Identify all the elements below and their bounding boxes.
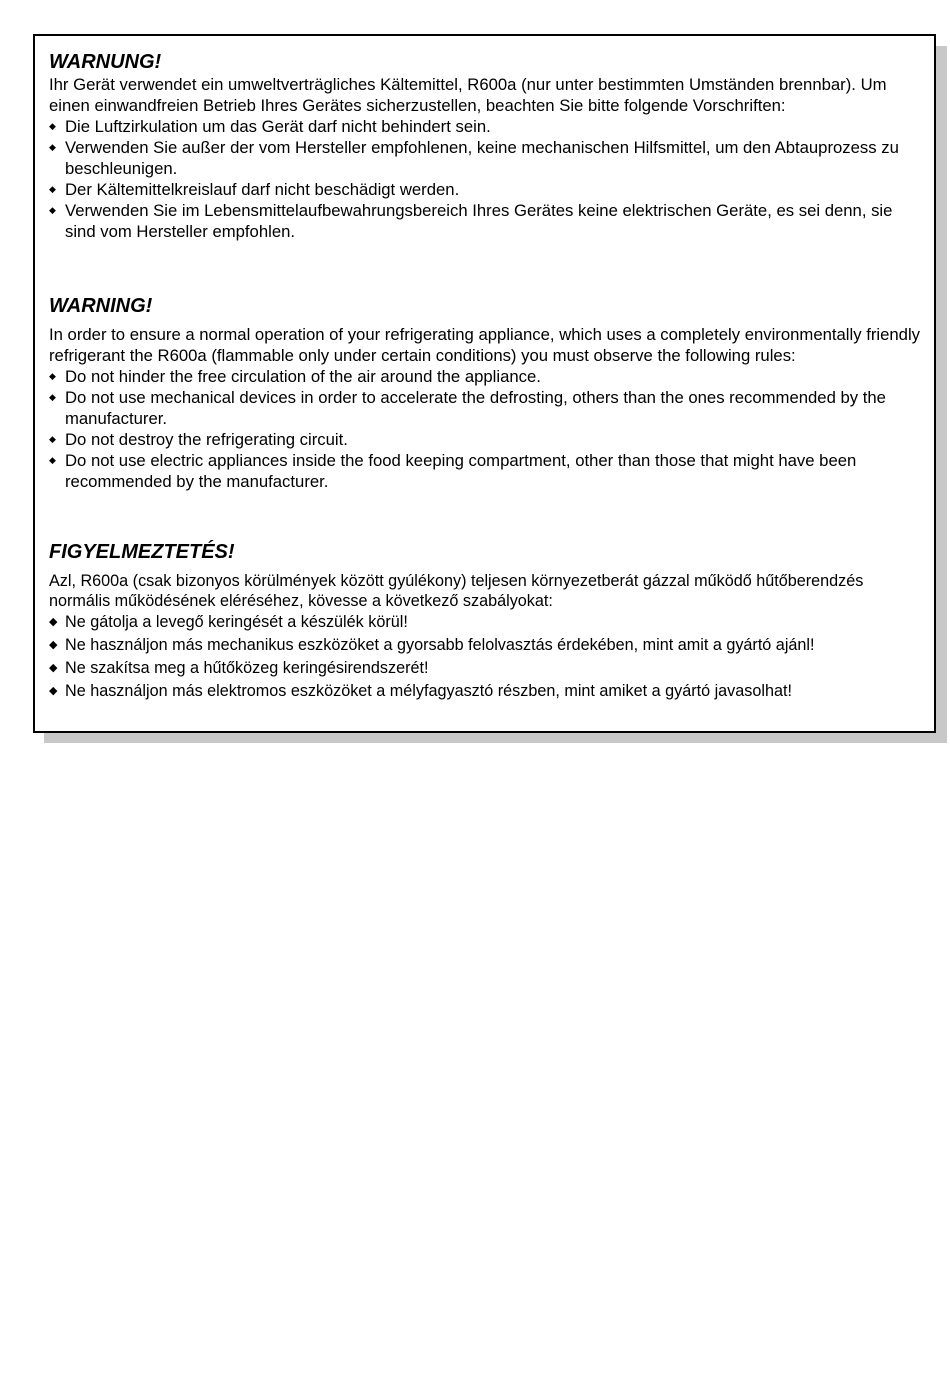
list-item	[49, 450, 927, 492]
bullet-icon: ◆	[49, 639, 58, 651]
bullet-icon: ◆	[49, 371, 56, 381]
bullet-icon: ◆	[49, 685, 58, 697]
list-item-text: Do not destroy the refrigerating circuit.	[65, 430, 348, 449]
rule-list	[49, 116, 927, 242]
section-german	[49, 50, 927, 242]
bullet-icon: ◆	[49, 662, 58, 674]
bullet-icon: ◆	[49, 434, 56, 444]
list-item-text: Ne használjon más mechanikus eszközöket a gyorsabb felolvasztás érdekében, mint amit a gyártó ajánl!	[65, 636, 815, 654]
list-item	[49, 657, 927, 680]
list-item-text: Do not use mechanical devices in order to accelerate the defrosting, others than the ones recommended by the manufacturer.	[65, 388, 886, 428]
list-item-text: Do not use electric appliances inside the food keeping compartment, other than those that might have been recommended by the manufacturer.	[65, 451, 857, 491]
bullet-icon: ◆	[49, 455, 56, 465]
section-heading: WARNUNG!	[49, 51, 162, 73]
list-item	[49, 116, 927, 137]
list-item	[49, 611, 927, 634]
bullet-icon: ◆	[49, 205, 56, 215]
list-item	[49, 429, 927, 450]
list-item-text: Ne szakítsa meg a hűtőközeg keringésirendszerét!	[65, 659, 429, 677]
section-heading: FIGYELMEZTETÉS!	[49, 541, 235, 563]
list-item	[49, 137, 927, 179]
rule-list	[49, 366, 927, 492]
section-intro: Ihr Gerät verwendet ein umweltverträgliches Kältemittel, R600a (nur unter bestimmten Umständen brennbar). Um einen einwandfreien Betrieb Ihres Gerätes sicherzustellen, beachten Sie bitte folgende Vorschriften:	[49, 75, 887, 115]
list-item-text: Verwenden Sie im Lebensmittelaufbewahrungsbereich Ihres Gerätes keine elektrischen Geräte, es sei denn, sie sind vom Hersteller empfohlen.	[65, 201, 893, 241]
section-heading: WARNING!	[49, 295, 153, 317]
list-item-text: Der Kältemittelkreislauf darf nicht beschädigt werden.	[65, 180, 460, 199]
list-item	[49, 366, 927, 387]
rule-list	[49, 611, 927, 703]
list-item	[49, 179, 927, 200]
bullet-icon: ◆	[49, 184, 56, 194]
list-item-text: Ne használjon más elektromos eszközöket a mélyfagyasztó részben, mint amiket a gyártó javasolhat!	[65, 682, 792, 700]
section-hungarian	[49, 540, 927, 703]
bullet-icon: ◆	[49, 121, 56, 131]
list-item	[49, 387, 927, 429]
section-intro: Azl, R600a (csak bizonyos körülmények között gyúlékony) teljesen környezetberát gázzal működő hűtőberendzés normális működésének eléréséhez, kövesse a következő szabályokat:	[49, 572, 864, 610]
list-item	[49, 634, 927, 657]
list-item-text: Ne gátolja a levegő keringését a készülék körül!	[65, 613, 408, 631]
list-item	[49, 200, 927, 242]
bullet-icon: ◆	[49, 142, 56, 152]
list-item-text: Do not hinder the free circulation of the air around the appliance.	[65, 367, 541, 386]
list-item-text: Die Luftzirkulation um das Gerät darf nicht behindert sein.	[65, 117, 491, 136]
list-item	[49, 680, 927, 703]
list-item-text: Verwenden Sie außer der vom Hersteller empfohlenen, keine mechanischen Hilfsmittel, um den Abtauprozess zu beschleunigen.	[65, 138, 899, 178]
section-english	[49, 294, 927, 492]
bullet-icon: ◆	[49, 392, 56, 402]
warning-box	[33, 34, 936, 733]
section-intro: In order to ensure a normal operation of your refrigerating appliance, which uses a completely environmentally friendly refrigerant the R600a (flammable only under certain conditions) you must observe the following rules:	[49, 325, 920, 365]
bullet-icon: ◆	[49, 616, 58, 628]
